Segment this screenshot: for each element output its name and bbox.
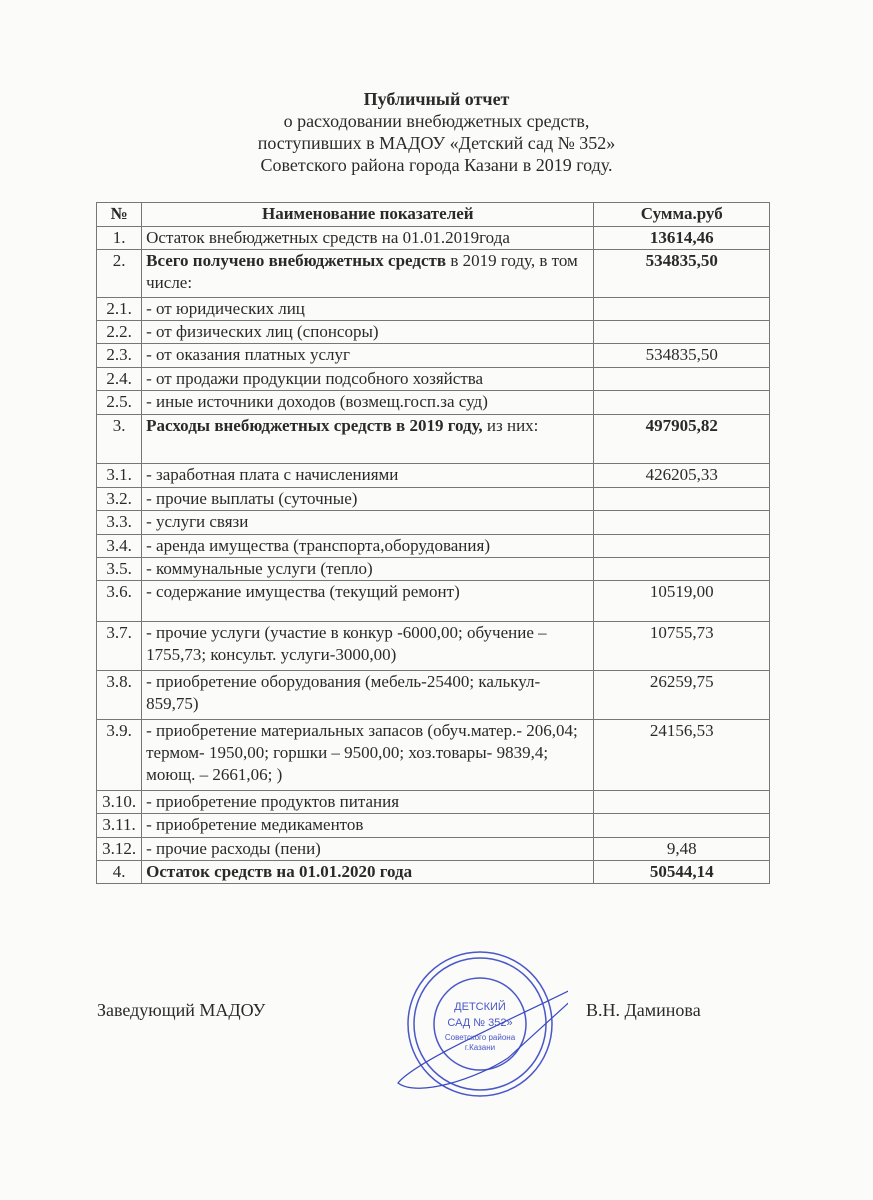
row-name-text: в 2019 году, в том числе: xyxy=(146,251,578,292)
row-name xyxy=(142,558,594,581)
table-row xyxy=(97,581,770,622)
row-name xyxy=(142,488,594,511)
title-line: поступивших в МАДОУ «Детский сад № 352» xyxy=(257,133,616,153)
row-number: 2.3. xyxy=(97,344,142,368)
table-row xyxy=(97,391,770,415)
table-row xyxy=(97,344,770,368)
row-name-text: - от оказания платных услуг xyxy=(146,345,350,364)
row-sum xyxy=(594,321,770,344)
table-row xyxy=(97,671,770,720)
row-number: 1. xyxy=(97,227,142,250)
row-number: 2.4. xyxy=(97,368,142,391)
row-name-text: - услуги связи xyxy=(146,512,249,531)
row-sum xyxy=(594,791,770,814)
table-row xyxy=(97,558,770,581)
table-header-row xyxy=(97,203,770,227)
row-number: 3.10. xyxy=(97,791,142,814)
report-title xyxy=(0,88,873,176)
row-sum: 534835,50 xyxy=(594,344,770,368)
row-name-text: - прочие выплаты (суточные) xyxy=(146,489,358,508)
row-sum xyxy=(594,511,770,535)
row-sum: 10755,73 xyxy=(594,622,770,671)
row-sum xyxy=(594,391,770,415)
row-number: 3.3. xyxy=(97,511,142,535)
table-row xyxy=(97,511,770,535)
row-name-text: - приобретение продуктов питания xyxy=(146,792,400,811)
row-number: 2.2. xyxy=(97,321,142,344)
svg-text:САД № 352»: САД № 352» xyxy=(447,1017,513,1029)
table-row xyxy=(97,250,770,298)
table-row xyxy=(97,368,770,391)
row-name-text: - приобретение медикаментов xyxy=(146,815,364,834)
header-number: № xyxy=(97,203,142,227)
row-name-text: Остаток внебюджетных средств на 01.01.2019года xyxy=(146,228,510,247)
row-name xyxy=(142,511,594,535)
header-sum: Сумма.руб xyxy=(594,203,770,227)
svg-text:ДЕТСКИЙ: ДЕТСКИЙ xyxy=(454,1001,506,1013)
row-number: 3.7. xyxy=(97,622,142,671)
signature-scribble xyxy=(398,976,568,1088)
row-number: 3.1. xyxy=(97,464,142,488)
row-sum: 534835,50 xyxy=(594,250,770,298)
row-name xyxy=(142,415,594,464)
table-row xyxy=(97,227,770,250)
row-name-text: - содержание имущества (текущий ремонт) xyxy=(146,582,460,601)
table-row xyxy=(97,321,770,344)
row-number: 3.4. xyxy=(97,535,142,558)
table-row xyxy=(97,861,770,884)
row-name xyxy=(142,321,594,344)
row-name-text: - приобретение материальных запасов (обуч.матер.- 206,04; термом- 1950,00; горшки – 9500,00; хоз.товары- 9839,4; моющ. – 2661,06; ) xyxy=(146,721,578,784)
row-name xyxy=(142,391,594,415)
title-line: о расходовании внебюджетных средств, xyxy=(283,111,590,131)
table-row xyxy=(97,791,770,814)
header-name: Наименование показателей xyxy=(142,203,594,227)
row-name xyxy=(142,464,594,488)
row-name-text: - прочие расходы (пени) xyxy=(146,839,321,858)
row-number: 3.11. xyxy=(97,814,142,838)
row-sum: 50544,14 xyxy=(594,861,770,884)
table-row xyxy=(97,488,770,511)
row-sum xyxy=(594,814,770,838)
svg-text:Советского района: Советского района xyxy=(444,1033,516,1042)
row-sum: 497905,82 xyxy=(594,415,770,464)
row-sum xyxy=(594,535,770,558)
table-row xyxy=(97,720,770,791)
table-row xyxy=(97,535,770,558)
row-sum xyxy=(594,368,770,391)
row-sum: 26259,75 xyxy=(594,671,770,720)
row-name xyxy=(142,720,594,791)
row-name xyxy=(142,298,594,321)
signature-name: В.Н. Даминова xyxy=(586,1000,701,1020)
row-name xyxy=(142,250,594,298)
table-row xyxy=(97,622,770,671)
row-name xyxy=(142,814,594,838)
row-sum: 24156,53 xyxy=(594,720,770,791)
table-row xyxy=(97,838,770,861)
row-number: 3.2. xyxy=(97,488,142,511)
official-stamp xyxy=(388,948,568,1108)
row-sum xyxy=(594,488,770,511)
title-line: Советского района города Казани в 2019 году. xyxy=(260,155,613,175)
table-row xyxy=(97,298,770,321)
signature-position: Заведующий МАДОУ xyxy=(97,1000,266,1020)
row-name-text: - от продажи продукции подсобного хозяйства xyxy=(146,369,484,388)
row-name-bold: Расходы внебюджетных средств в 2019 году, xyxy=(146,416,483,435)
row-number: 4. xyxy=(97,861,142,884)
row-name-text: - от физических лиц (спонсоры) xyxy=(146,322,379,341)
row-name xyxy=(142,535,594,558)
row-number: 2.5. xyxy=(97,391,142,415)
row-name-text: - от юридических лиц xyxy=(146,299,305,318)
svg-text:г.Казани: г.Казани xyxy=(464,1043,496,1052)
row-number: 3.6. xyxy=(97,581,142,622)
row-name-text: - иные источники доходов (возмещ.госп.за суд) xyxy=(146,392,488,411)
row-name xyxy=(142,838,594,861)
row-sum: 13614,46 xyxy=(594,227,770,250)
row-name-bold: Остаток средств на 01.01.2020 года xyxy=(146,862,413,881)
row-name xyxy=(142,861,594,884)
row-name-text: - заработная плата с начислениями xyxy=(146,465,399,484)
row-name xyxy=(142,671,594,720)
row-name-text: из них: xyxy=(482,416,539,435)
row-name-text: - приобретение оборудования (мебель-25400; калькул- 859,75) xyxy=(146,672,541,713)
report-table xyxy=(96,202,770,884)
row-sum xyxy=(594,298,770,321)
row-number: 3. xyxy=(97,415,142,464)
row-number: 2.1. xyxy=(97,298,142,321)
row-sum: 9,48 xyxy=(594,838,770,861)
row-name-text: - коммунальные услуги (тепло) xyxy=(146,559,373,578)
row-name-bold: Всего получено внебюджетных средств xyxy=(146,251,447,270)
table-row xyxy=(97,415,770,464)
row-sum: 10519,00 xyxy=(594,581,770,622)
row-name-text: - аренда имущества (транспорта,оборудования) xyxy=(146,536,490,555)
row-name xyxy=(142,344,594,368)
row-number: 3.8. xyxy=(97,671,142,720)
row-name xyxy=(142,581,594,622)
row-number: 3.9. xyxy=(97,720,142,791)
table-row xyxy=(97,464,770,488)
row-sum: 426205,33 xyxy=(594,464,770,488)
row-name xyxy=(142,227,594,250)
row-name xyxy=(142,622,594,671)
table-row xyxy=(97,814,770,838)
title-line: Публичный отчет xyxy=(363,89,510,109)
row-name xyxy=(142,368,594,391)
row-number: 2. xyxy=(97,250,142,298)
row-name xyxy=(142,791,594,814)
row-number: 3.5. xyxy=(97,558,142,581)
row-number: 3.12. xyxy=(97,838,142,861)
row-name-text: - прочие услуги (участие в конкур -6000,00; обучение – 1755,73; консульт. услуги-3000,00) xyxy=(146,623,547,664)
row-sum xyxy=(594,558,770,581)
